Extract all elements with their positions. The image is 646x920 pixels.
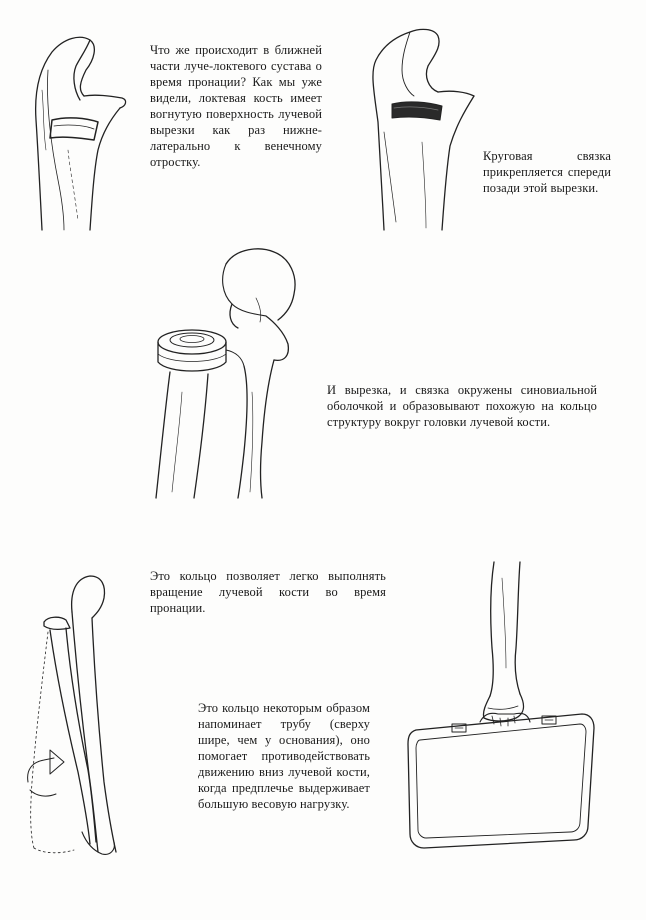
paragraph-synovial-ring [327,382,597,430]
paragraph-text: Круговая связка прикрепляется спереди позади этой вырезки. [483,149,611,195]
paragraph-text: И вырезка, и связка окружены синовиальной оболочкой и образовывают похожую на кольцо структуру вокруг головки лучевой кости. [327,383,597,429]
paragraph-ligament-attachment [483,148,611,196]
ulna-radial-notch-illustration [28,30,133,235]
forearm-pronation-illustration [20,572,128,860]
paragraph-ring-rotation [150,568,386,616]
paragraph-text: Что же происходит в ближней части луче-локтевого сустава о время пронации? Как мы уже видели, локтевая кость имеет вогнутую поверхность лучевой вырезки как раз нижне-латерально к венечному отростку. [150,43,322,169]
paragraph-text: Это кольцо позволяет легко выполнять вращение лучевой кости во время пронации. [150,569,386,615]
paragraph-ring-funnel [198,700,370,812]
suitcase-carry-illustration [402,558,598,858]
paragraph-radial-notch [150,42,322,170]
paragraph-text: Это кольцо некоторым образом напоминает трубу (сверху шире, чем у основания), оно помогает противодействовать движению вниз лучевой кости, когда предплечье выдерживает большую весовую нагрузку. [198,701,370,811]
ulna-ring-ligament-illustration [362,22,480,234]
elbow-synovial-ring-illustration [148,242,314,500]
